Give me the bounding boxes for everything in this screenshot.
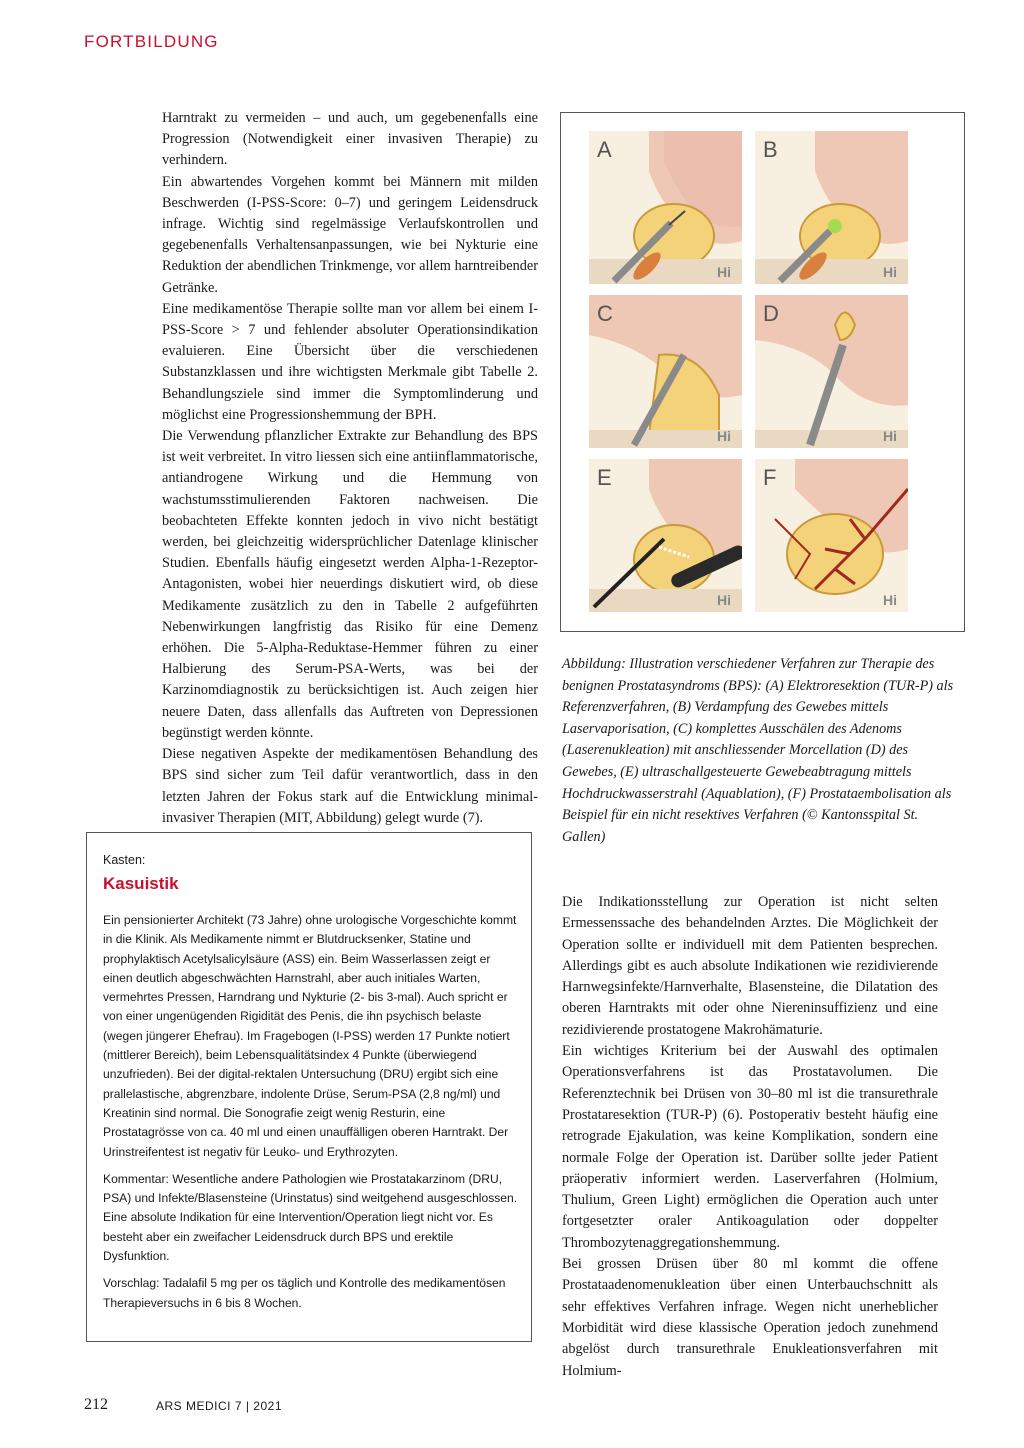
body-paragraph: Die Indikationsstellung zur Operation ist nicht selten Ermessenssache des behandelnden Arztes. Die Möglichkeit der Operation sollte er individuell mit dem Patienten besprechen. Allerdings gibt es auch absolute Indikationen wie rezidivierende Harnwegsinfekte/Harnverhalte, Blasensteine, die Dilatation des oberen Harntrakts mit oder ohne Niereninsuffizienz und eine rezidivierende prostatogene Makrohämaturie. [562,894,938,1038]
figure-panel-f [755,459,908,612]
figure-caption: Abbildung: Illustration verschiedener Verfahren zur Therapie des benignen Prostatasyndroms (BPS): (A) Elektroresektion (TUR-P) als Referenzverfahren, (B) Verdampfung des Gewebes mittels Laservaporisation, (C) komplettes Ausschälen des Adenoms (Laserenukleation) mit anschliessender Morcellation (D) des Gewebes, (E) ultraschallgesteuerte Gewebeabtragung mittels Hochdruckwasserstrahl (Aquablation), (F) Prostataembolisation als Beispiel für ein nicht resektives Verfahren (© Kantonsspital St. Gallen) [562,656,954,845]
box-kicker: Kasten: [103,853,146,867]
body-paragraph: Eine medikamentöse Therapie sollte man vor allem bei einem I-PSS-Score > 7 und fehlender absoluter Operationsindikation evaluieren. Eine Übersicht über die verschiedenen Substanzklassen und ihre wichtigsten Merkmale gibt Tabelle 2. Behandlungsziele sind immer die Symptomlinderung und möglichst eine Progressionshemmung der BPH. [162,300,538,423]
box-paragraph: Vorschlag: Tadalafil 5 mg per os täglich und Kontrolle des medikamentösen Therapieversuchs in 6 bis 8 Wochen. [103,1276,506,1310]
figure-panel-d [755,295,908,448]
body-paragraph: Ein abwartendes Vorgehen kommt bei Männern mit milden Beschwerden (I-PSS-Score: 0–7) und geringem Leidensdruck infrage. Wichtig sind regelmässige Verlaufskontrollen und gegebenenfalls Verhaltensanpassungen, wie bei Nykturie eine Reduktion der abendlichen Trinkmenge, vor allem harntreibender Getränke. [162,173,538,296]
body-paragraph: Diese negativen Aspekte der medikamentösen Behandlung des BPS sind sicher zum Teil dafür verantwortlich, dass in den letzten Jahren der Fokus stark auf die Entwicklung minimal-invasiver Therapien (MIT, Abbildung) gelegt wurde (7). [162,746,538,826]
panel-e-drawing [589,459,742,612]
panel-f-badge: Hi [883,592,897,608]
body-column-right [562,892,938,1382]
body-paragraph: Ein wichtiges Kriterium bei der Auswahl des optimalen Operationsverfahrens ist das Prostatavolumen. Die Referenztechnik bei Drüsen von 30–80 ml ist die transurethrale Prostataresektion (TUR-P) (6). Postoperativ besteht häufig eine retrograde Ejakulation, was keine Komplikation, sondern eine normale Folge der Operation ist. Darüber sollte jeder Patient präoperativ informiert werden. Laserverfahren (Holmium, Thulium, Green Light) ermöglichen die Operation auch unter fortgesetzter oraler Antikoagulation oder doppelter Thrombozytenaggregationshemmung. [562,1043,938,1251]
box-body [103,911,521,1321]
figure-panel-c [589,295,742,448]
panel-d-label: D [763,301,779,326]
page-number: 212 [84,1396,108,1413]
body-paragraph: Bei grossen Drüsen über 80 ml kommt die offene Prostataadenomenukleation über einen Unterbauchschnitt als sehr effektives Verfahren infrage. Wegen nicht unerheblicher Morbidität wird diese klassische Operation jedoch zunehmend abgelöst durch transurethrale Enukleationsverfahren mit Holmium- [562,1256,938,1379]
case-report-box [86,832,532,1342]
panel-b-label: B [763,137,778,162]
panel-c-drawing [589,295,742,448]
panel-e-label: E [597,465,612,490]
figure-panel-e [589,459,742,612]
panel-c-badge: Hi [717,428,731,444]
panel-a-label: A [597,137,612,162]
panel-b-drawing [755,131,908,284]
figure-panel-b [755,131,908,284]
section-label: FORTBILDUNG [84,32,219,51]
illustration-figure [560,112,965,632]
panel-f-drawing [755,459,908,612]
panel-a-drawing [589,131,742,284]
body-paragraph: Die Verwendung pflanzlicher Extrakte zur Behandlung des BPS ist weit verbreitet. In vitro liessen sich eine antiinflammatorische, antiandrogene Wirkung und die Hemmung von wachstumsstimulierenden Faktoren nachweisen. Die beobachteten Effekte konnten jedoch in vivo nicht bestätigt werden, bei gleichzeitig widersprüchlicher Datenlage klinischer Studien. Ebenfalls häufig eingesetzt werden Alpha-1-Rezeptor-Antagonisten, wobei hier neuerdings diskutiert wird, ob diese Medikamente zusätzlich zu den in Tabelle 2 aufgeführten Nebenwirkungen langfristig das Risiko für eine Demenz erhöhen. Die 5-Alpha-Reduktase-Hemmer führen zu einer Halbierung des Serum-PSA-Werts, was bei der Karzinomdiagnostik zu berücksichtigen ist. Auch zeigen hier neuere Daten, dass allenfalls das Auftreten von Depressionen begünstigt werden könnte. [162,428,538,741]
box-title: Kasuistik [103,874,179,893]
panel-f-label: F [763,465,777,490]
panel-b-badge: Hi [883,264,897,280]
panel-e-badge: Hi [717,592,731,608]
panel-a-badge: Hi [717,264,731,280]
panel-c-label: C [597,301,613,326]
panel-d-drawing [755,295,908,448]
panel-d-badge: Hi [883,428,897,444]
figure-panel-a [589,131,742,284]
box-paragraph: Kommentar: Wesentliche andere Pathologien wie Prostatakarzinom (DRU, PSA) und Infekte/Blasensteine (Urinstatus) sind weitgehend ausgeschlossen. Eine absolute Indikation für eine Intervention/Operation liegt nicht vor. Es besteht aber ein zweifacher Leidensdruck durch BPS und erektile Dysfunktion. [103,1171,518,1264]
body-paragraph: Harntrakt zu vermeiden – und auch, um gegebenenfalls eine Progression (Notwendigkeit einer invasiven Therapie) zu verhindern. [162,110,538,169]
journal-issue: ARS MEDICI 7 | 2021 [156,1399,282,1413]
box-paragraph: Ein pensionierter Architekt (73 Jahre) ohne urologische Vorgeschichte kommt in die Klinik. Als Medikamente nimmt er Blutdrucksenker, Statine und prophylaktisch Acetylsalicylsäure (ASS) ein. Beim Wasserlassen zeigt er einen deutlich abgeschwächten Harnstrahl, aber auch initiales Warten, vermehrtes Pressen, Harndrang und Nykturie (2- bis 3-mal). Auch spricht er von einer ungenügenden Rigidität des Penis, die ihn psychisch belaste (wegen jüngerer Ehefrau). Im Fragebogen (I-PSS) werden 17 Punkte notiert (mittlerer Bereich), beim Lebensqualitätsindex 4 Punkte (überwiegend unzufrieden). Bei der digital-rektalen Untersuchung (DRU) ergibt sich eine prallelastische, abgrenzbare, indolente Drüse, Serum-PSA (2,8 ng/ml) und Kreatinin sind normal. Die Sonografie zeigt wenig Resturin, eine Prostatagrösse von ca. 40 ml und einen unauffälligen oberen Harntrakt. Der Urinstreifentest ist negativ für Leuko- und Erythrozyten. [103,913,517,1159]
body-column-left [162,108,538,829]
